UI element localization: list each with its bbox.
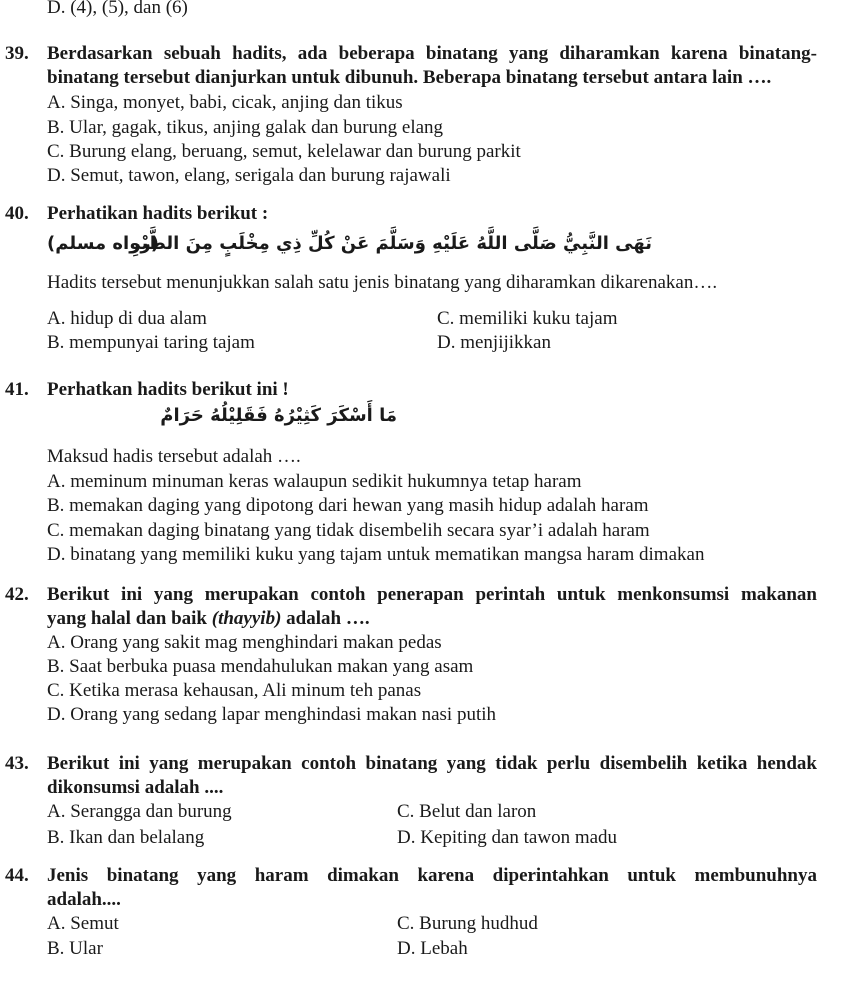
q41-option-d: D. binatang yang memiliki kuku yang tajam untuk mematikan mangsa haram dimakan: [47, 544, 705, 565]
q44-option-b: B. Ular: [47, 938, 103, 959]
q40-option-a: A. hidup di dua alam: [47, 308, 207, 329]
q41-option-a: A. meminum minuman keras walaupun sedikit hukumnya tetap haram: [47, 471, 582, 492]
q44-option-d: D. Lebah: [397, 938, 468, 959]
q43-number: 43.: [5, 753, 29, 774]
q41-stem: Perhatkan hadits berikut ini !: [47, 379, 289, 400]
q42-option-b: B. Saat berbuka puasa mendahulukan makan yang asam: [47, 656, 474, 677]
q41-option-c: C. memakan daging binatang yang tidak disembelih secara syar’i adalah haram: [47, 520, 650, 541]
q40-stem: Perhatikan hadits berikut :: [47, 203, 269, 224]
q42-stem-line2-start: yang halal dan baik: [47, 608, 212, 629]
q44-stem-line2: adalah....: [47, 889, 121, 910]
q40-arabic-hadith: نَهَى النَّبِيُّ صَلَّى اللَّهُ عَلَيْهِ وَسَلَّمَ عَنْ كُلِّ ذِي مِخْلَبٍ مِنَ الطَّيْرِ: [130, 233, 652, 254]
q40-riwayat: (رواه مسلم): [47, 233, 159, 254]
q41-follow-text: Maksud hadis tersebut adalah ….: [47, 446, 301, 467]
q42-number: 42.: [5, 584, 29, 605]
q42-option-c: C. Ketika merasa kehausan, Ali minum teh panas: [47, 680, 422, 701]
q44-option-c: C. Burung hudhud: [397, 913, 538, 934]
q41-arabic-hadith: مَا أَسْكَرَ كَثِيْرُهُ فَقَلِيْلُهُ حَرَامٌ: [160, 405, 397, 426]
q40-option-b: B. mempunyai taring tajam: [47, 332, 255, 353]
q42-stem-line1: Berikut ini yang merupakan contoh penerapan perintah untuk menkonsumsi makanan: [47, 584, 817, 605]
q39-stem-line1: Berdasarkan sebuah hadits, ada beberapa binatang yang diharamkan karena binatang-: [47, 43, 817, 64]
q40-option-d: D. menjijikkan: [437, 332, 551, 353]
q40-option-c: C. memiliki kuku tajam: [437, 308, 618, 329]
q39-number: 39.: [5, 43, 29, 64]
q42-stem-thayyib: (thayyib): [211, 608, 282, 629]
q42-stem-line2-end: adalah ….: [281, 608, 370, 629]
q43-option-d: D. Kepiting dan tawon madu: [397, 827, 618, 848]
q44-number: 44.: [5, 865, 29, 886]
q41-option-b: B. memakan daging yang dipotong dari hewan yang masih hidup adalah haram: [47, 495, 649, 516]
q42-option-a: A. Orang yang sakit mag menghindari makan pedas: [47, 632, 442, 653]
q43-option-a: A. Serangga dan burung: [47, 801, 232, 822]
q39-option-d: D. Semut, tawon, elang, serigala dan burung rajawali: [47, 165, 451, 186]
q38-option-d: D. (4), (5), dan (6): [47, 0, 188, 18]
q41-number: 41.: [5, 379, 29, 400]
q40-follow-text: Hadits tersebut menunjukkan salah satu jenis binatang yang diharamkan dikarenakan….: [47, 272, 718, 293]
q39-option-b: B. Ular, gagak, tikus, anjing galak dan burung elang: [47, 117, 444, 138]
q43-stem-line2: dikonsumsi adalah ....: [47, 777, 224, 798]
q39-option-c: C. Burung elang, beruang, semut, kelelawar dan burung parkit: [47, 141, 521, 162]
q40-number: 40.: [5, 203, 29, 224]
q44-stem-line1: Jenis binatang yang haram dimakan karena diperintahkan untuk membunuhnya: [47, 865, 817, 886]
q43-option-b: B. Ikan dan belalang: [47, 827, 205, 848]
q43-stem-line1: Berikut ini yang merupakan contoh binatang yang tidak perlu disembelih ketika hendak: [47, 753, 817, 774]
q43-option-c: C. Belut dan laron: [397, 801, 537, 822]
q44-option-a: A. Semut: [47, 913, 119, 934]
q39-stem-line2: binatang tersebut dianjurkan untuk dibunuh. Beberapa binatang tersebut antara lain ….: [47, 67, 772, 88]
q39-option-a: A. Singa, monyet, babi, cicak, anjing dan tikus: [47, 92, 403, 113]
q42-option-d: D. Orang yang sedang lapar menghindasi makan nasi putih: [47, 704, 497, 725]
q42-stem-line2: [47, 607, 370, 631]
